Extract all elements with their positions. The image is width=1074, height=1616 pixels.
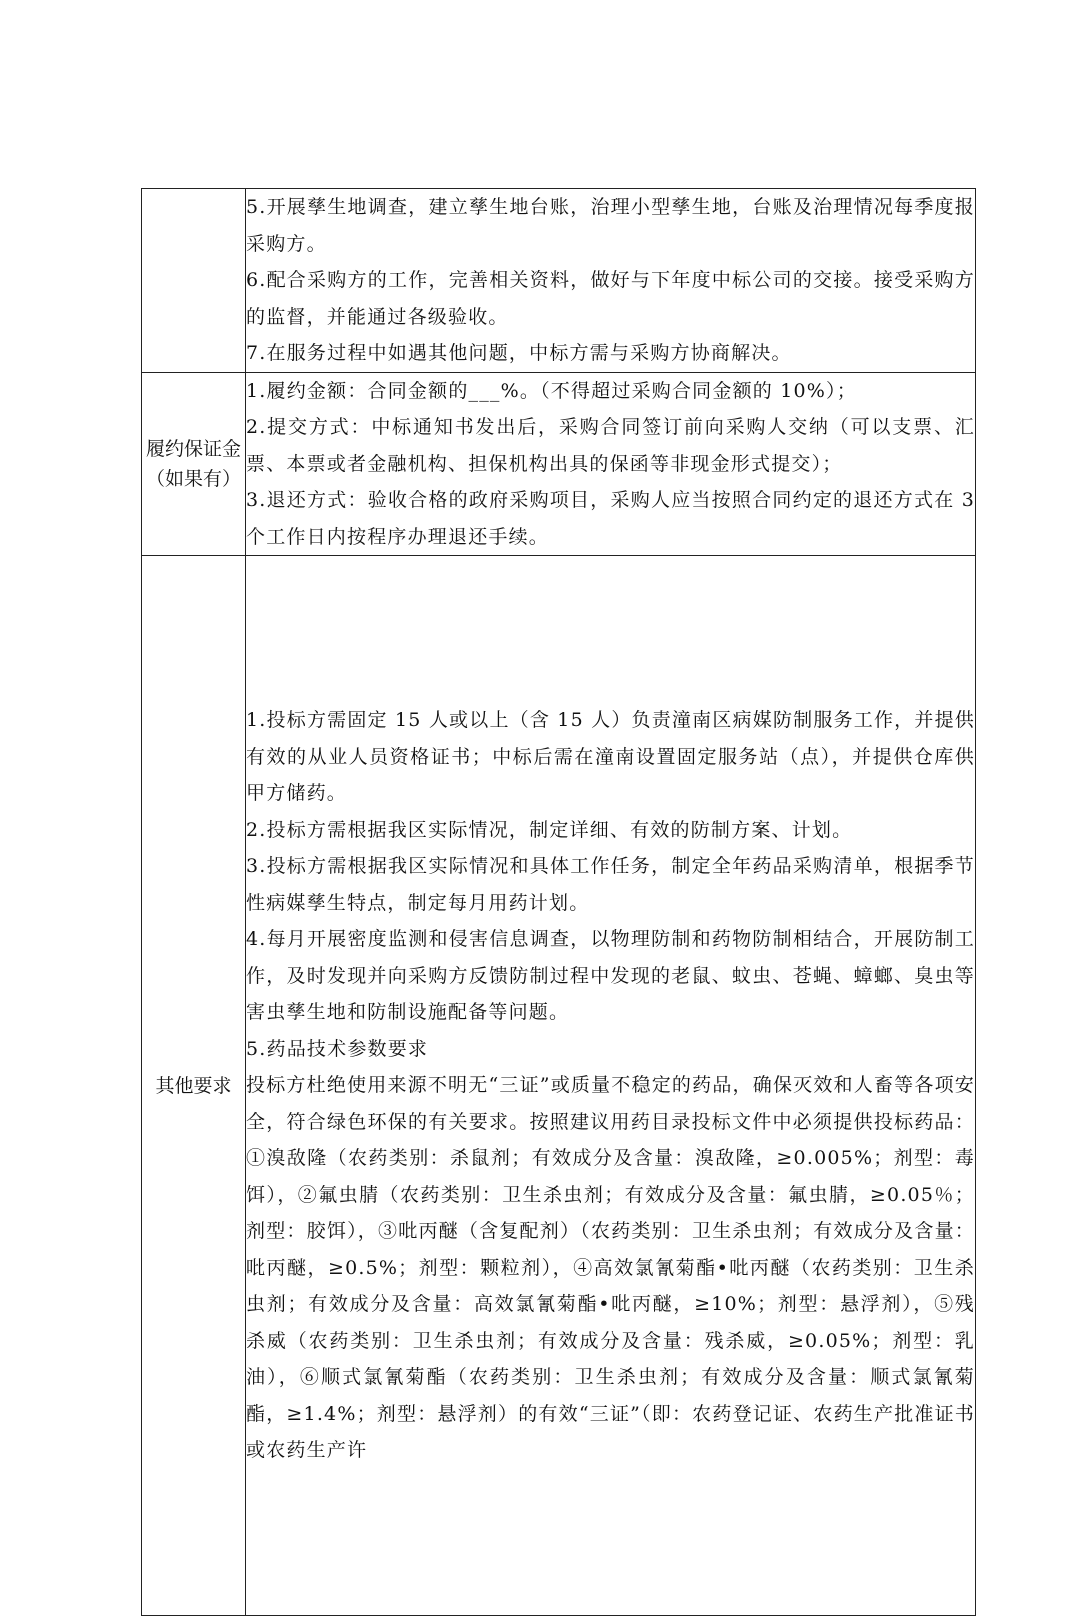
paragraph: 4.每月开展密度监测和侵害信息调查，以物理防制和药物防制相结合，开展防制工作，及时发现并向采购方反馈防制过程中发现的老鼠、蚊虫、苍蝇、蟑螂、臭虫等害虫孳生地和防制设施配备等问题。 <box>246 928 975 1024</box>
row-label-cell <box>142 372 246 556</box>
row-label-cell <box>142 189 246 373</box>
row-label: 履约保证金（如果有） <box>145 437 241 490</box>
row-content-cell <box>246 372 976 556</box>
table-row <box>142 189 976 373</box>
table-row <box>142 372 976 556</box>
row-content-cell <box>246 189 976 373</box>
paragraph: 投标方杜绝使用来源不明无“三证”或质量不稳定的药品，确保灭效和人畜等各项安全，符合绿色环保的有关要求。按照建议用药目录投标文件中必须提供投标药品：①溴敌隆（农药类别：杀鼠剂；有效成分及含量：溴敌隆，≥0.005%；剂型：毒饵），②氟虫腈（农药类别：卫生杀虫剂；有效成分及含量：氟虫腈，≥0.05％；剂型：胶饵），③吡丙醚（含复配剂）（农药类别：卫生杀虫剂；有效成分及含量：吡丙醚，≥0.5%；剂型：颗粒剂），④高效氯氰菊酯•吡丙醚（农药类别：卫生杀虫剂；有效成分及含量：高效氯氰菊酯•吡丙醚，≥10%；剂型：悬浮剂），⑤残杀威（农药类别：卫生杀虫剂；有效成分及含量：残杀威，≥0.05%；剂型：乳油），⑥顺式氯氰菊酯（农药类别：卫生杀虫剂；有效成分及含量：顺式氯氰菊酯，≥1.4%；剂型：悬浮剂）的有效“三证”（即：农药登记证、农药生产批准证书或农药生产许 <box>246 1074 975 1462</box>
requirements-table <box>141 188 976 1616</box>
paragraph: 2.投标方需根据我区实际情况，制定详细、有效的防制方案、计划。 <box>246 818 853 841</box>
row-label-cell <box>142 556 246 1616</box>
row-label: 其他要求 <box>155 1074 232 1097</box>
paragraph: 2.提交方式：中标通知书发出后，采购合同签订前向采购人交纳（可以支票、汇票、本票或者金融机构、担保机构出具的保函等非现金形式提交）； <box>246 416 975 475</box>
paragraph: 3.投标方需根据我区实际情况和具体工作任务，制定全年药品采购清单，根据季节性病媒孳生特点，制定每月用药计划。 <box>246 855 975 914</box>
table-row <box>142 556 976 1616</box>
paragraph: 5.药品技术参数要求 <box>246 1037 429 1060</box>
paragraph: 5.开展孳生地调查，建立孳生地台账，治理小型孳生地，台账及治理情况每季度报采购方。 <box>246 196 975 255</box>
paragraph: 3.退还方式：验收合格的政府采购项目，采购人应当按照合同约定的退还方式在 3 个工作日内按程序办理退还手续。 <box>246 489 975 548</box>
paragraph: 7.在服务过程中如遇其他问题，中标方需与采购方协商解决。 <box>246 342 792 364</box>
paragraph: 1.履约金额：合同金额的___%。（不得超过采购合同金额的 10%）； <box>246 379 857 402</box>
paragraph: 6.配合采购方的工作，完善相关资料，做好与下年度中标公司的交接。接受采购方的监督，并能通过各级验收。 <box>246 269 975 328</box>
row-content-cell <box>246 556 976 1616</box>
paragraph: 1.投标方需固定 15 人或以上（含 15 人）负责潼南区病媒防制服务工作，并提供有效的从业人员资格证书；中标后需在潼南设置固定服务站（点），并提供仓库供甲方储药。 <box>246 709 975 805</box>
